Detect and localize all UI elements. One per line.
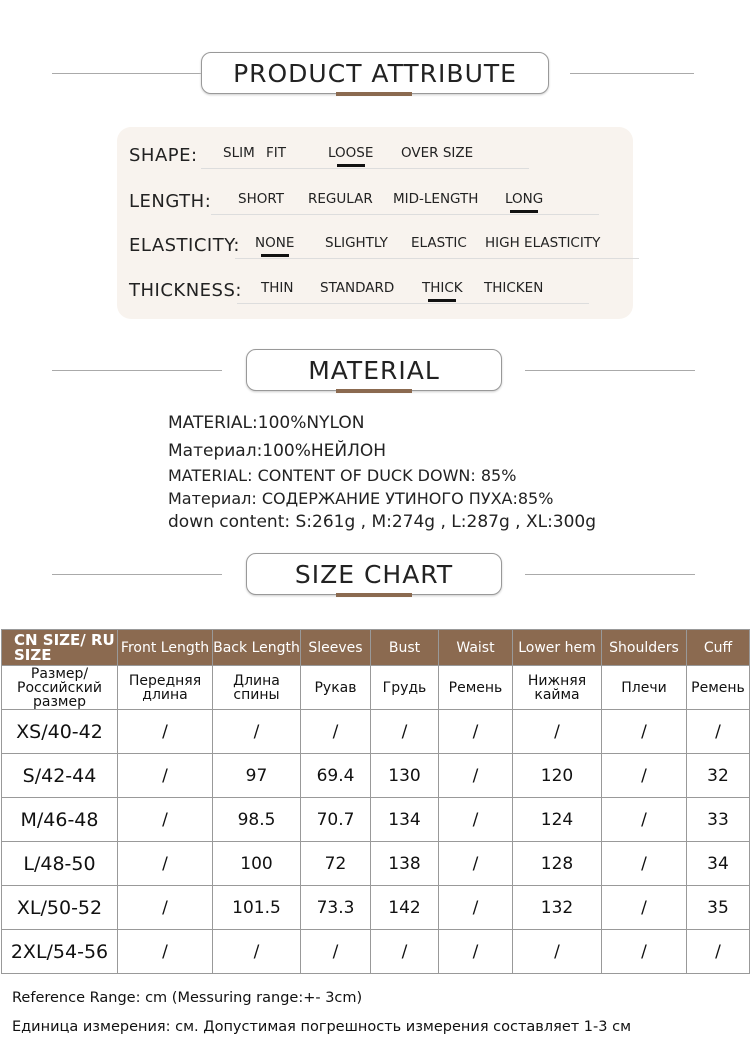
column-header-ru: Передняя длина — [118, 666, 213, 710]
column-header-ru: Грудь — [371, 666, 439, 710]
title-accent-bar — [336, 92, 412, 96]
table-header-row-ru — [2, 666, 750, 710]
divider — [52, 574, 222, 575]
table-cell: / — [602, 842, 687, 886]
column-header: Front Length — [118, 630, 213, 666]
attribute-underline — [235, 258, 639, 259]
table-row — [2, 842, 750, 886]
column-header: Sleeves — [301, 630, 371, 666]
divider — [52, 370, 222, 371]
material-line: down content: S:261g , M:274g , L:287g , XL:300g — [168, 512, 597, 532]
column-header: Bust — [371, 630, 439, 666]
title-accent-bar — [336, 389, 412, 393]
size-chart-table — [1, 629, 750, 974]
reference-note: Reference Range: cm (Messuring range:+- 3cm) — [12, 990, 363, 1006]
table-cell: / — [513, 930, 602, 974]
table-cell: 97 — [213, 754, 301, 798]
table-cell: / — [439, 754, 513, 798]
table-cell: 69.4 — [301, 754, 371, 798]
table-cell: 128 — [513, 842, 602, 886]
attribute-option: SLIM — [223, 145, 255, 161]
column-header: CN SIZE/ RU SIZE — [2, 630, 118, 666]
table-cell: / — [513, 710, 602, 754]
table-cell: / — [602, 798, 687, 842]
table-cell: / — [602, 754, 687, 798]
table-cell: 73.3 — [301, 886, 371, 930]
column-header: Back Length — [213, 630, 301, 666]
table-cell: 72 — [301, 842, 371, 886]
divider — [570, 73, 694, 74]
table-cell: 138 — [371, 842, 439, 886]
table-header-row — [2, 630, 750, 666]
table-row — [2, 754, 750, 798]
attribute-option: THIN — [261, 280, 294, 296]
table-cell: XS/40-42 — [2, 710, 118, 754]
table-row — [2, 710, 750, 754]
attribute-option: OVER SIZE — [401, 145, 474, 161]
table-cell: XL/50-52 — [2, 886, 118, 930]
column-header-ru: Ремень — [687, 666, 750, 710]
attribute-underline — [237, 303, 589, 304]
attribute-option: ELASTIC — [411, 235, 467, 251]
attribute-option: FIT — [266, 145, 286, 161]
table-cell: 98.5 — [213, 798, 301, 842]
table-cell: 120 — [513, 754, 602, 798]
column-header-ru: Нижняя кайма — [513, 666, 602, 710]
column-header-ru: Рукав — [301, 666, 371, 710]
table-cell: 132 — [513, 886, 602, 930]
table-cell: / — [439, 842, 513, 886]
material-line: Материал: СОДЕРЖАНИЕ УТИНОГО ПУХА:85% — [168, 489, 554, 508]
table-cell: / — [371, 930, 439, 974]
table-cell: S/42-44 — [2, 754, 118, 798]
section-title-material — [0, 349, 750, 393]
table-cell: / — [301, 930, 371, 974]
column-header-ru: Ремень — [439, 666, 513, 710]
attribute-underline — [201, 168, 529, 169]
material-line: MATERIAL:100%NYLON — [168, 413, 365, 433]
title-text: PRODUCT ATTRIBUTE — [233, 58, 517, 88]
table-cell: / — [602, 886, 687, 930]
table-cell: / — [602, 710, 687, 754]
reference-note-ru: Единица измерения: см. Допустимая погрешность измерения составляет 1-3 см — [12, 1019, 632, 1035]
table-cell: 124 — [513, 798, 602, 842]
table-cell: / — [439, 930, 513, 974]
attribute-option-selected: LOOSE — [328, 145, 374, 161]
table-cell: 100 — [213, 842, 301, 886]
attribute-option: STANDARD — [320, 280, 395, 296]
attribute-option-selected: THICK — [422, 280, 463, 296]
title-text: MATERIAL — [308, 355, 440, 385]
table-cell: / — [439, 710, 513, 754]
column-header: Lower hem — [513, 630, 602, 666]
table-cell: / — [439, 886, 513, 930]
title-box — [201, 52, 549, 94]
table-row — [2, 886, 750, 930]
table-cell: 33 — [687, 798, 750, 842]
table-cell: 34 — [687, 842, 750, 886]
divider — [525, 574, 695, 575]
table-cell: / — [118, 798, 213, 842]
material-line: Материал:100%НЕЙЛОН — [168, 441, 387, 461]
table-cell: L/48-50 — [2, 842, 118, 886]
attribute-panel — [117, 127, 633, 319]
attribute-label: ELASTICITY: — [129, 235, 240, 256]
column-header-ru: Размер/ Российский размер — [2, 666, 118, 710]
section-title-attribute — [0, 52, 750, 96]
table-cell: / — [602, 930, 687, 974]
table-cell: / — [213, 710, 301, 754]
section-title-size-chart — [0, 553, 750, 597]
table-cell: / — [687, 930, 750, 974]
table-row — [2, 930, 750, 974]
attribute-option: MID-LENGTH — [393, 191, 479, 207]
table-cell: / — [687, 710, 750, 754]
table-cell: / — [213, 930, 301, 974]
table-cell: 142 — [371, 886, 439, 930]
material-line: MATERIAL: CONTENT OF DUCK DOWN: 85% — [168, 466, 517, 485]
table-cell: / — [118, 754, 213, 798]
table-cell: / — [301, 710, 371, 754]
table-cell: M/46-48 — [2, 798, 118, 842]
table-cell: 134 — [371, 798, 439, 842]
column-header: Cuff — [687, 630, 750, 666]
attribute-option: SLIGHTLY — [325, 235, 388, 251]
table-cell: / — [118, 930, 213, 974]
table-cell: / — [118, 710, 213, 754]
attribute-option: HIGH ELASTICITY — [485, 235, 601, 251]
column-header: Waist — [439, 630, 513, 666]
table-cell: / — [118, 842, 213, 886]
divider — [52, 73, 202, 74]
attribute-label: THICKNESS: — [129, 280, 242, 301]
title-text: SIZE CHART — [294, 559, 454, 589]
table-cell: / — [118, 886, 213, 930]
table-cell: 35 — [687, 886, 750, 930]
table-cell: / — [371, 710, 439, 754]
attribute-option: SHORT — [238, 191, 284, 207]
column-header-ru: Плечи — [602, 666, 687, 710]
attribute-option-selected: LONG — [505, 191, 544, 207]
table-cell: 70.7 — [301, 798, 371, 842]
attribute-option: THICKEN — [484, 280, 544, 296]
table-cell: 2XL/54-56 — [2, 930, 118, 974]
title-box — [246, 553, 502, 595]
attribute-label: SHAPE: — [129, 145, 198, 166]
column-header-ru: Длина спины — [213, 666, 301, 710]
table-row — [2, 798, 750, 842]
table-cell: / — [439, 798, 513, 842]
title-accent-bar — [336, 593, 412, 597]
table-cell: 130 — [371, 754, 439, 798]
title-box — [246, 349, 502, 391]
column-header: Shoulders — [602, 630, 687, 666]
attribute-label: LENGTH: — [129, 191, 212, 212]
attribute-option-selected: NONE — [255, 235, 295, 251]
table-cell: 32 — [687, 754, 750, 798]
table-cell: 101.5 — [213, 886, 301, 930]
divider — [525, 370, 695, 371]
attribute-underline — [211, 214, 599, 215]
attribute-option: REGULAR — [308, 191, 373, 207]
